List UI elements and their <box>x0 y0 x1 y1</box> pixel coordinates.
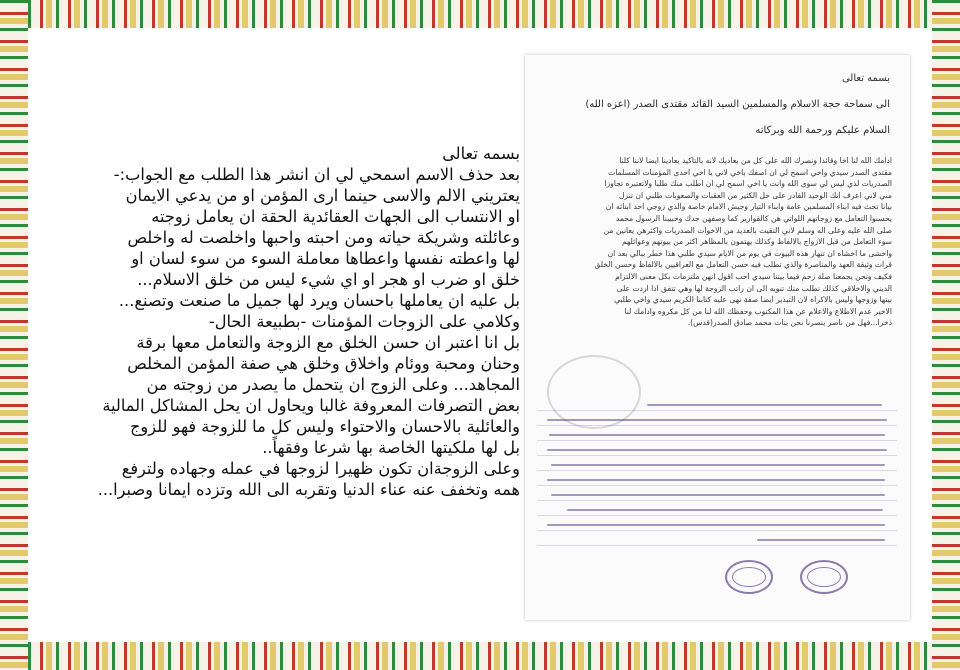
letter-line: يحسنوا التعامل مع زوجاتهم اللواتي هن كالقوارير كما وصفهن جدك وحبيبنا الرسول محمد <box>615 213 892 223</box>
letter-body <box>542 155 892 329</box>
handwritten-reply <box>537 400 897 560</box>
letter-line: بيتها وزوجها وليس بالاكراه لان التبذير ايضا صفة نهى عليه كتابنا الكريم سيدي واخي طلبي <box>614 295 892 305</box>
handwriting-stroke <box>547 479 885 481</box>
decorative-border-left <box>0 0 28 670</box>
decorative-border-top <box>0 0 960 28</box>
reply-line: بسمه تعالى <box>442 144 520 163</box>
handwriting-stroke <box>551 464 885 466</box>
letter-line: واخشى ما اخشاه ان تنهار هذه البيوت في يوم من الايام سيدي طلبي هذا خطر ببالي بعد ان <box>607 248 892 258</box>
reply-line: وعلى الزوجةان تكون ظهيرا لزوجها في عمله وجهاده ولترفع <box>121 459 520 478</box>
handwriting-stroke <box>551 494 885 496</box>
reply-line: بل لها ملكيتها الخاصة بها شرعا وفقهاً.. <box>262 438 520 457</box>
reply-line: او الانتساب الى الجهات العقائدية الحقة ان يعامل زوجته <box>151 207 520 226</box>
handwriting-stroke <box>757 539 885 541</box>
letter-line: فكيف ونحن يجمعنا صلة رحم فيما بيننا سيدي احب اقول انهن ملتزمات بكل معنى الالتزام <box>615 271 892 281</box>
decorative-border-right <box>932 0 960 670</box>
reply-line: وعائلته وشريكة حياته ومن احبته واحبها واخلصت له واخلص <box>127 228 520 247</box>
reply-line: لها واعطته نفسها واعطاها معاملة السوء من سوء لسان او <box>131 249 520 268</box>
reply-line: بل انا اعتبر ان حسن الخلق مع الزوجة والتعامل معها برقة <box>136 333 520 352</box>
reply-line: بعض التصرفات المعروفة غالبا ويحاول ان يحل المشاكل المالية <box>102 396 520 415</box>
letter-basmala: بسمه تعالى <box>841 73 890 84</box>
letter-greeting: السلام عليكم ورحمة الله وبركاته <box>755 125 890 136</box>
reply-line: بعد حذف الاسم اسمحي لي ان انشر هذا الطلب مع الجواب:- <box>113 165 520 184</box>
ink-stamp <box>800 560 848 594</box>
reply-line: وكلامي على الزوجات المؤمنات -بطبيعة الحال- <box>208 312 520 331</box>
letter-line: قرات وثيقة العهد والمناصرة والذي تطلب فيه حسن التعامل مع العراقيين بالالفاظ وحسن الخلق <box>594 260 892 270</box>
letter-line: مقتدى الصدر سيدي واخي اسمح لي ان اصفك باخي لاني يا اخي احدى المؤمنات المسلمات <box>608 167 892 177</box>
reply-line: وحنان ومحبة ووئام واخلاق وخلق هي صفة المؤمن المخلص <box>127 354 520 373</box>
letter-line: الصدريات لذي ليس لي سوى الله وانت يا اخي اسمح لي ان اطلب منك طلبا ولاتعتبره تجاوزا <box>604 179 892 189</box>
letter-line: مني لاني اعرف انك الوحيد القادر على حل الكثير من العقبات والصعوبات طلبي ان تنزل <box>618 190 892 200</box>
handwriting-stroke <box>567 509 883 511</box>
letter-line: بيانا تحث فيه ابناء المسلمين عامة وابناء التيار وجيش الامام خاصة والذي زوجي احد ابنائه ان <box>605 202 892 212</box>
letter-line: ادامك الله لنا اخا وقائدا ونصرك الله على كل من يعاديك لانه بالتاكيد يعادينا ايضا لاننا كلنا <box>619 156 892 165</box>
handwriting-stroke <box>547 524 885 526</box>
handwriting-stroke <box>547 419 887 421</box>
handwriting-stroke <box>547 449 887 451</box>
reply-line: المجاهد... وعلى الزوج ان يتحمل ما يصدر من زوجته من <box>146 375 520 394</box>
scanned-letter <box>525 55 910 620</box>
reply-line: همه وتخفف عنه عناء الدنيا وتقربه الى الله وتزده ايمانا وصبرا... <box>97 480 520 499</box>
reply-line: والعائلية بالاحسان والاحتواء وليس كل ما للزوجة فهو للزوج <box>129 417 520 436</box>
letter-line: الاخير عدم الاطلاع والاعلام عن هذا المكتوب وحفظك الله لنا من كل مكروه وادامك لنا <box>624 306 892 316</box>
ink-stamp <box>725 560 773 594</box>
decorative-border-bottom <box>0 642 960 670</box>
letter-line: سوء التعامل من قبل الازواج بالالفاظ وكذلك يهتمون بالمظاهر اكثر من بيوتهم وعوائلهم <box>622 237 892 247</box>
handwriting-stroke <box>647 404 882 406</box>
reply-line: خلق او ضرب او هجر او اي شيء ليس من خلق الاسلام... <box>137 270 520 289</box>
letter-address: الى سماحة حجة الاسلام والمسلمين السيد القائد مقتدى الصدر (اعزه الله) <box>585 99 890 110</box>
letter-line: ذخرا...فهل من ناصر ينصرنا نحن بنات محمد صادق الصدر(قدس). <box>687 318 892 328</box>
reply-text <box>40 143 520 500</box>
reply-line: بل عليه ان يعاملها باحسان ويرد لها جميل ما صنعت وتصنع... <box>118 291 520 310</box>
letter-line: صلى الله عليه وعلى اله وسلم لاني التقيت بالعديد من الاخوات الصدريات واكثرهن يعانين من <box>603 225 892 235</box>
reply-line: يعتريني الالم والاسى حينما ارى المؤمن او من يدعي الايمان <box>125 186 520 205</box>
letter-line: الديني والاخلاقي كذلك نطلب منك تنويه الى ان راتب الزوجة لها وهي تتفق اذا اردت على <box>616 283 892 293</box>
handwriting-stroke <box>549 434 885 436</box>
